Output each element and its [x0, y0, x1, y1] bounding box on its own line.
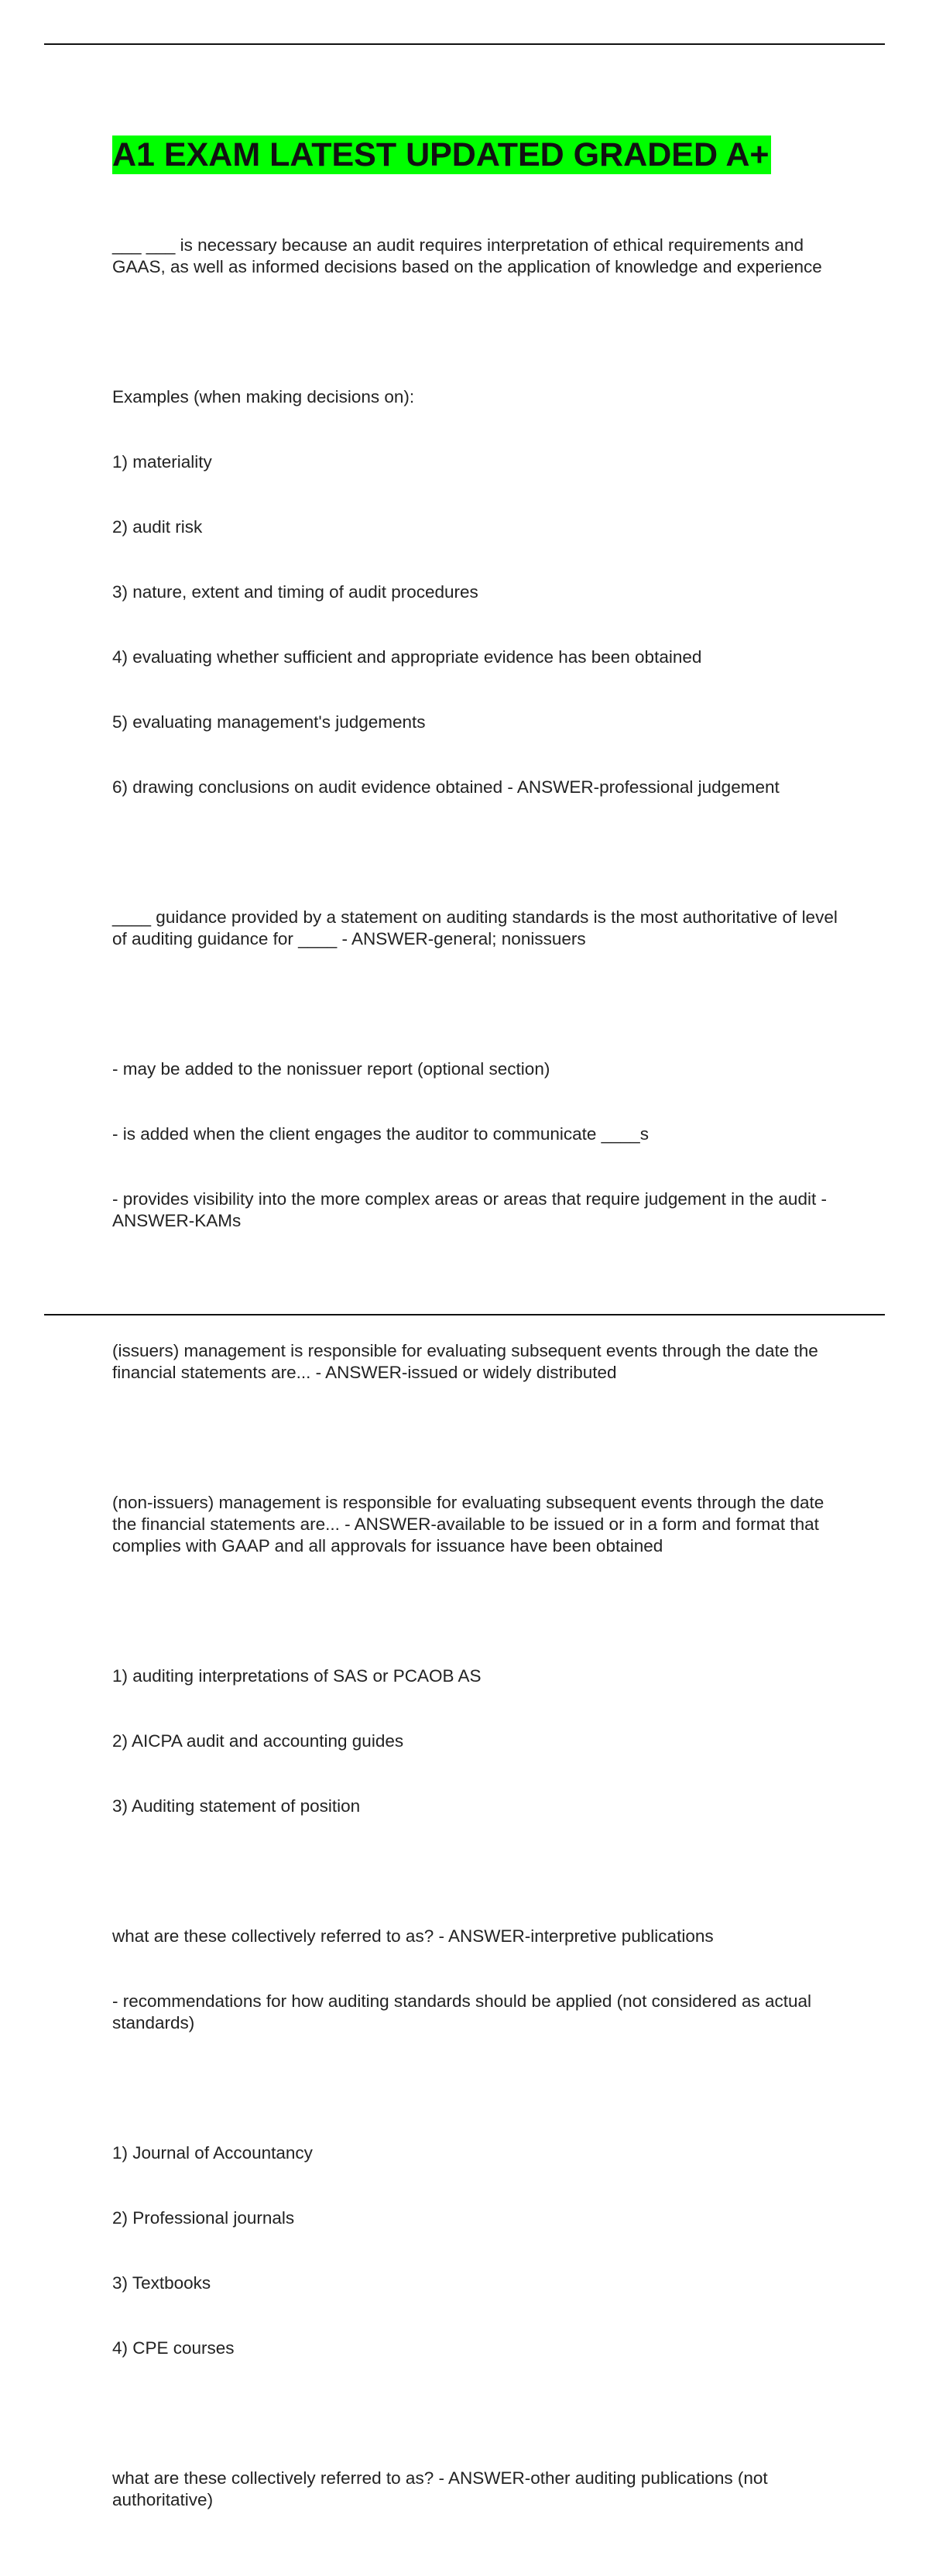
- list-item: 4) CPE courses: [112, 2338, 235, 2358]
- list-item: 3) nature, extent and timing of audit procedures: [112, 582, 478, 602]
- block-interpretive-answer: [112, 1882, 848, 2077]
- block-nonissuers-subsequent-events: [112, 1449, 848, 1600]
- text-line: ___ ___ is necessary because an audit requires interpretation of ethical requirements and GAAS, as well as informed decisions based on the application of knowledge and experience: [112, 235, 822, 276]
- list-item: 3) Auditing statement of position: [112, 1796, 361, 1816]
- list-item: 3) Textbooks: [112, 2273, 211, 2293]
- text-line: (non-issuers) management is responsible for evaluating subsequent events through the date the financial statements are... - ANSWER-available to be issued or in a form and format that complies with GAAP and all approvals for issuance have been obtained: [112, 1493, 829, 1556]
- document-title: A1 EXAM LATEST UPDATED GRADED A+: [112, 136, 770, 173]
- block-other-publications-answer: [112, 2424, 848, 2554]
- list-item: 1) Journal of Accountancy: [112, 2143, 313, 2163]
- list-item: 1) auditing interpretations of SAS or PCAOB AS: [112, 1666, 482, 1686]
- text-line: (issuers) management is responsible for evaluating subsequent events through the date the financial statements are... - ANSWER-issued or widely distributed: [112, 1341, 824, 1382]
- block-interpretive-list: [112, 1622, 848, 1861]
- block-kams: [112, 1015, 848, 1275]
- text-line: what are these collectively referred to as? - ANSWER-interpretive publications: [112, 1926, 714, 1946]
- footer-rule: [44, 1314, 885, 1315]
- text-line: Examples (when making decisions on):: [112, 387, 415, 406]
- list-item: 6) drawing conclusions on audit evidence obtained - ANSWER-professional judgement: [112, 777, 780, 797]
- list-item: - provides visibility into the more complex areas or areas that require judgement in the audit - ANSWER-KAMs: [112, 1189, 831, 1230]
- list-item: - is added when the client engages the auditor to communicate ____s: [112, 1124, 649, 1144]
- text-line: ____ guidance provided by a statement on auditing standards is the most authoritative of level of auditing guidance for ____ - ANSWER-general; nonissuers: [112, 907, 843, 948]
- document-body: [112, 135, 848, 2576]
- block-other-publications-list: [112, 2099, 848, 2403]
- block-judgement-examples: [112, 343, 848, 842]
- list-item: 4) evaluating whether sufficient and appropriate evidence has been obtained: [112, 647, 702, 667]
- list-item: - may be added to the nonissuer report (optional section): [112, 1059, 550, 1079]
- list-item: 2) audit risk: [112, 517, 203, 537]
- block-issuers-subsequent-events: [112, 1297, 848, 1427]
- text-line: what are these collectively referred to as? - ANSWER-other auditing publications (not authoritative): [112, 2468, 773, 2509]
- list-item: 1) materiality: [112, 452, 212, 472]
- list-item: - recommendations for how auditing standards should be applied (not considered as actual standards): [112, 1991, 817, 2032]
- block-sas-guidance: [112, 863, 848, 993]
- header-rule: [44, 43, 885, 45]
- list-item: 2) Professional journals: [112, 2208, 295, 2228]
- list-item: 5) evaluating management's judgements: [112, 712, 426, 732]
- block-professional-judgement: [112, 191, 848, 321]
- list-item: 2) AICPA audit and accounting guides: [112, 1731, 404, 1751]
